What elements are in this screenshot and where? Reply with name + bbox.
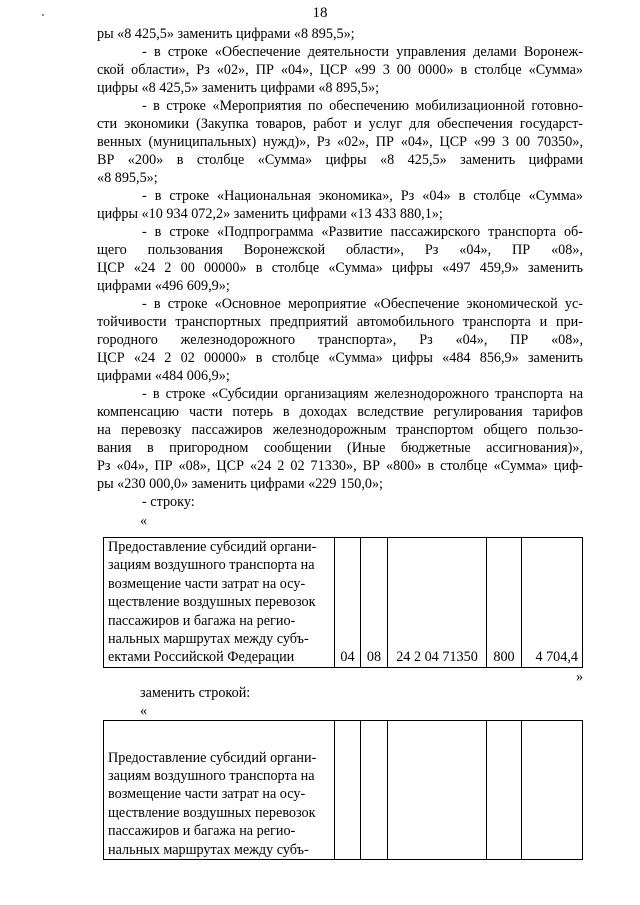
name-line: Предоставление субсидий органи- bbox=[108, 749, 317, 766]
text-line: тойчивости транспортных предприятий автомобильного транспорта и при- bbox=[97, 314, 583, 330]
text-line: Рз «04», ПР «08», ЦСР «24 2 02 71330», ВР «800» в столбце «Сумма» циф- bbox=[97, 458, 583, 474]
text-line: городного железнодорожного транспорта», Рз «04», ПР «08», bbox=[97, 332, 583, 348]
table-row bbox=[104, 721, 583, 860]
row-name-cell bbox=[104, 721, 335, 860]
pr-cell bbox=[361, 721, 388, 860]
open-quote: « bbox=[140, 513, 148, 529]
text-line: венных (муниципальных) нужд)», Рз «02», ПР «04», ЦСР «99 3 00 70350», bbox=[97, 134, 583, 150]
text-line: компенсацию части потерь в доходах вследствие регулирования тарифов bbox=[97, 404, 583, 420]
text-line: ЦСР «24 2 00 00000» в столбце «Сумма» цифры «497 459,9» заменить bbox=[97, 260, 583, 276]
csr-cell bbox=[388, 721, 487, 860]
text-line: на перевозку пассажиров железнодорожным транспортом общего пользо- bbox=[97, 422, 583, 438]
text-line: цифры «10 934 072,2» заменить цифрами «13 433 880,1»; bbox=[97, 206, 443, 222]
text-line: - в строке «Основное мероприятие «Обеспечение экономической ус- bbox=[142, 296, 583, 312]
text-line: - в строке «Национальная экономика», Рз «04» в столбце «Сумма» bbox=[142, 188, 583, 204]
text-line: цифрами «496 609,9»; bbox=[97, 278, 230, 294]
name-line: возмещение части затрат на осу- bbox=[108, 786, 306, 803]
name-line: пассажиров и багажа на регио- bbox=[108, 612, 296, 629]
text-line: сти экономики (Закупка товаров, работ и услуг для обеспечения государст- bbox=[97, 116, 583, 132]
name-line: зациям воздушного транспорта на bbox=[108, 557, 315, 574]
sum-cell bbox=[522, 721, 583, 860]
text-line: - строку: bbox=[142, 494, 195, 510]
text-line: цифры «8 425,5» заменить цифрами «8 895,5»; bbox=[97, 80, 380, 96]
text-line: - в строке «Субсидии организациям железнодорожного транспорта на bbox=[142, 386, 583, 402]
name-line: ществление воздушных перевозок bbox=[108, 804, 316, 821]
sum-cell: 4 704,4 bbox=[522, 538, 583, 668]
text-line: - в строке «Мероприятия по обеспечению мобилизационной готовно- bbox=[142, 98, 583, 114]
name-line: ектами Российской Федерации bbox=[108, 649, 295, 666]
text-line: ВР «200» в столбце «Сумма» цифры «8 425,5» заменить цифрами bbox=[97, 152, 583, 168]
text-line: - в строке «Подпрограмма «Развитие пассажирского транспорта об- bbox=[142, 224, 583, 240]
text-line: вания в пригородном сообщении (Иные бюджетные ассигнования)», bbox=[97, 440, 583, 456]
table-row bbox=[104, 538, 583, 668]
replace-label: заменить строкой: bbox=[140, 685, 251, 701]
text-line: - в строке «Обеспечение деятельности управления делами Воронеж- bbox=[142, 44, 583, 60]
vr-cell bbox=[487, 721, 522, 860]
text-line: цифрами «484 006,9»; bbox=[97, 368, 230, 384]
name-line: пассажиров и багажа на регио- bbox=[108, 823, 296, 840]
open-quote: « bbox=[140, 703, 148, 719]
name-line: Предоставление субсидий органи- bbox=[108, 539, 317, 555]
name-line: зациям воздушного транспорта на bbox=[108, 767, 315, 784]
name-line: ществление воздушных перевозок bbox=[108, 594, 316, 611]
text-line: ры «230 000,0» заменить цифрами «229 150,0»; bbox=[97, 476, 384, 492]
text-line: щего пользования Воронежской области», Рз «04», ПР «08», bbox=[97, 242, 583, 258]
rz-cell bbox=[335, 721, 361, 860]
text-line: ской области», Рз «02», ПР «04», ЦСР «99 3 00 0000» в столбце «Сумма» bbox=[97, 62, 583, 78]
name-line: возмещение части затрат на осу- bbox=[108, 575, 306, 592]
vr-cell: 800 bbox=[487, 538, 522, 668]
name-line: нальных маршрутах между субъ- bbox=[108, 841, 309, 858]
budget-row-table-new bbox=[103, 720, 583, 860]
page-number: 18 bbox=[312, 5, 328, 21]
row-name-cell bbox=[104, 538, 335, 668]
text-line: ры «8 425,5» заменить цифрами «8 895,5»; bbox=[97, 26, 355, 42]
text-line: ЦСР «24 2 02 00000» в столбце «Сумма» цифры «484 856,9» заменить bbox=[97, 350, 583, 366]
close-quote: » bbox=[576, 669, 584, 685]
name-line: нальных маршрутах между субъ- bbox=[108, 631, 309, 648]
budget-row-table-old bbox=[103, 537, 583, 668]
csr-cell: 24 2 04 71350 bbox=[388, 538, 487, 668]
text-line: «8 895,5»; bbox=[97, 170, 158, 186]
rz-cell: 04 bbox=[335, 538, 361, 668]
pr-cell: 08 bbox=[361, 538, 388, 668]
